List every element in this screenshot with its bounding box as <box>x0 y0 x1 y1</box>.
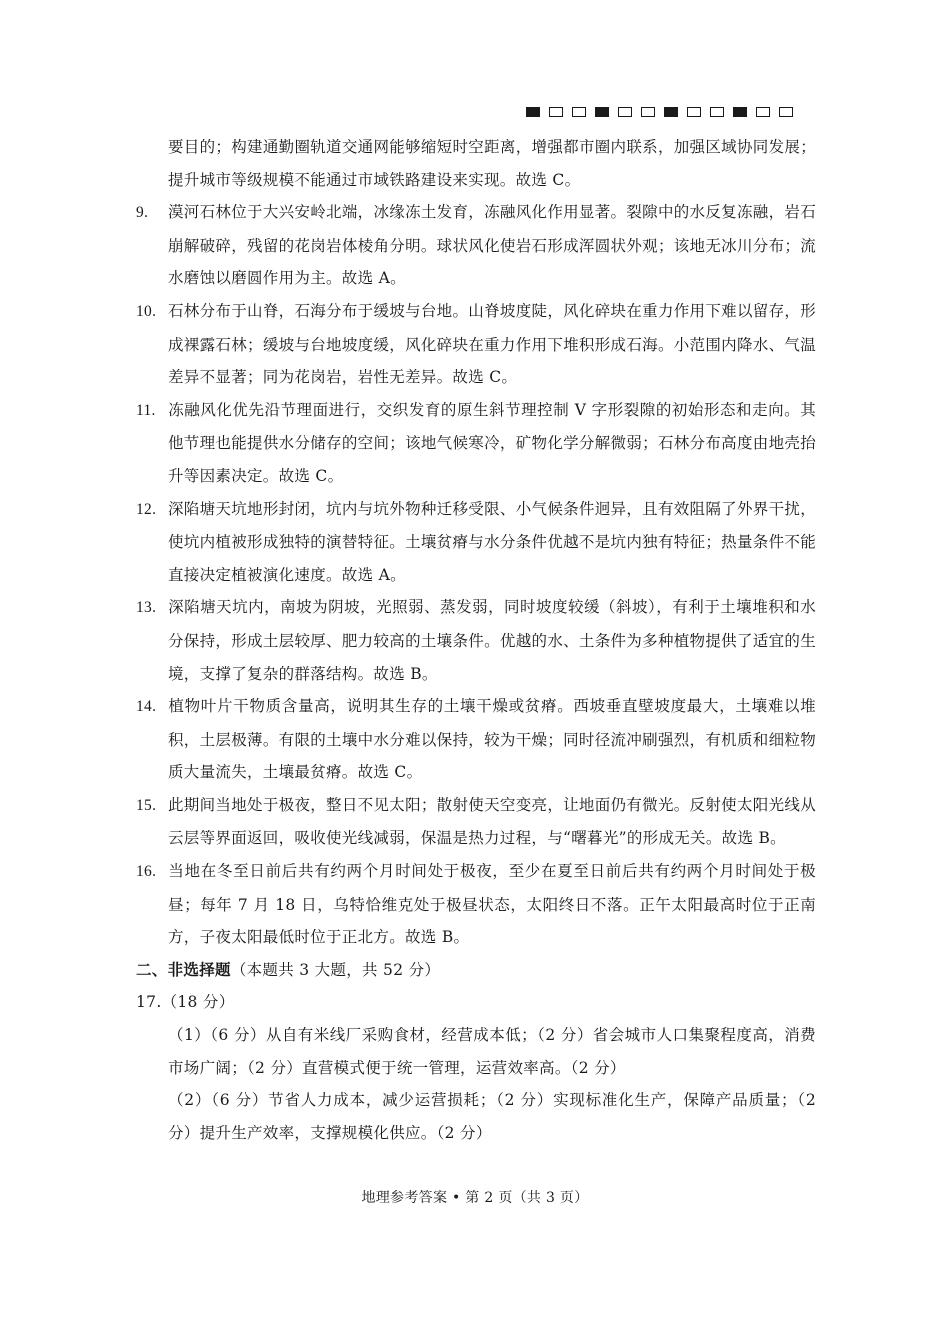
filled-square-mark <box>733 107 747 117</box>
answer-item <box>136 591 816 690</box>
empty-square-mark <box>710 107 724 117</box>
question-17-score: （18 分） <box>161 993 235 1012</box>
page-footer: 地理参考答案 • 第 2 页（共 3 页） <box>361 1190 589 1206</box>
empty-square-mark <box>779 107 793 117</box>
answer-text: 当地在冬至日前后共有约两个月时间处于极夜，至少在夏至日前后共有约两个月时间处于极昼；每年 7 月 18 日，乌特恰维克处于极昼状态，太阳终日不落。正午太阳最高时位于正南方，子夜太阳最低时位于正北方。故选 B。 <box>168 862 816 947</box>
answer-number: 11. <box>136 401 156 419</box>
empty-square-mark <box>687 107 701 117</box>
filled-square-mark <box>664 107 678 117</box>
answer-number: 9. <box>136 204 149 222</box>
answer-number: 16. <box>136 863 157 881</box>
answer-content <box>136 131 816 1149</box>
answer-number: 13. <box>136 599 157 617</box>
section-title: 二、非选择题 <box>136 959 231 979</box>
answer-text: 石林分布于山脊，石海分布于缓坡与台地。山脊坡度陡，风化碎块在重力作用下难以留存，形成裸露石林；缓坡与台地坡度缓，风化碎块在重力作用下堆积形成石海。小范围内降水、气温差异不显著；同为花岗岩，岩性无差异。故选 C。 <box>168 301 816 387</box>
answer-text: 深陷塘天坑内，南坡为阴坡，光照弱、蒸发弱，同时坡度较缓（斜坡），有利于土壤堆积和水分保持，形成土层较厚、肥力较高的土壤条件。优越的水、土条件为多种植物提供了适宜的生境，支撑了复杂的群落结构。故选 B。 <box>168 598 816 683</box>
question-17-header <box>136 986 816 1019</box>
filled-square-mark <box>595 107 609 117</box>
empty-square-mark <box>641 107 655 117</box>
answer-text: 冻融风化优先沿节理面进行，交织发育的原生斜节理控制 V 字形裂隙的初始形态和走向。其他节理也能提供水分储存的空间；该地气候寒冷，矿物化学分解微弱；石林分布高度由地壳抬升等因素决定。故选 C。 <box>168 400 816 485</box>
answer-text: 此期间当地处于极夜，整日不见太阳；散射使天空变亮，让地面仍有微光。反射使太阳光线从云层等界面返回，吸收使光线减弱，保温是热力过程，与“曙暮光”的形成无关。故选 B。 <box>168 795 816 848</box>
answer-text: 深陷塘天坑地形封闭，坑内与坑外物种迁移受限、小气候条件迥异，且有效阻隔了外界干扰，使坑内植被形成独特的演替特征。土壤贫瘠与水分条件优越不是坑内独有特征；热量条件不能直接决定植被演化速度。故选 A。 <box>168 499 816 584</box>
answer-number: 14. <box>136 698 157 716</box>
answer-item <box>136 690 816 789</box>
section-note: （本题共 3 大题，共 52 分） <box>230 960 441 979</box>
answer-item <box>136 493 816 592</box>
page-marker-squares <box>526 107 793 117</box>
empty-square-mark <box>756 107 770 117</box>
empty-square-mark <box>549 107 563 117</box>
answer-text: 漠河石林位于大兴安岭北端，冰缘冻土发育，冻融风化作用显著。裂隙中的水反复冻融，岩石崩解破碎，残留的花岗岩体棱角分明。球状风化使岩石形成浑圆状外观；该地无冰川分布；流水磨蚀以磨圆作用为主。故选 A。 <box>168 203 816 288</box>
filled-square-mark <box>526 107 540 117</box>
answer-item <box>136 789 816 855</box>
question-17-part: （2）（6 分）节省人力成本，减少运营损耗；（2 分）实现标准化生产，保障产品质量；（2 分）提升生产效率，支撑规模化供应。（2 分） <box>168 1091 816 1142</box>
answer-list <box>136 196 816 954</box>
answer-item <box>136 394 816 493</box>
answer-item <box>136 855 816 954</box>
answer-number: 10. <box>136 302 157 320</box>
section-heading <box>136 954 816 987</box>
empty-square-mark <box>618 107 632 117</box>
question-17-number: 17. <box>136 993 162 1012</box>
answer-number: 12. <box>136 500 157 518</box>
empty-square-mark <box>572 107 586 117</box>
answer-text: 植物叶片干物质含量高，说明其生存的土壤干燥或贫瘠。西坡垂直壁坡度最大，土壤难以堆积，土层极薄。有限的土壤中水分难以保持，较为干燥；同时径流冲刷强烈，有机质和细粒物质大量流失，土壤最贫瘠。故选 C。 <box>168 697 816 782</box>
intro-continuation: 要目的；构建通勤圈轨道交通网能够缩短时空距离，增强都市圈内联系，加强区域协同发展；提升城市等级规模不能通过市域铁路建设来实现。故选 C。 <box>168 138 816 189</box>
question-17-parts <box>136 1019 816 1149</box>
answer-item <box>136 295 816 394</box>
answer-number: 15. <box>136 796 157 814</box>
question-17-part: （1）（6 分）从自有米线厂采购食材，经营成本低；（2 分）省会城市人口集聚程度高，消费市场广阔；（2 分）直营模式便于统一管理，运营效率高。（2 分） <box>168 1026 816 1077</box>
answer-item <box>136 196 816 295</box>
